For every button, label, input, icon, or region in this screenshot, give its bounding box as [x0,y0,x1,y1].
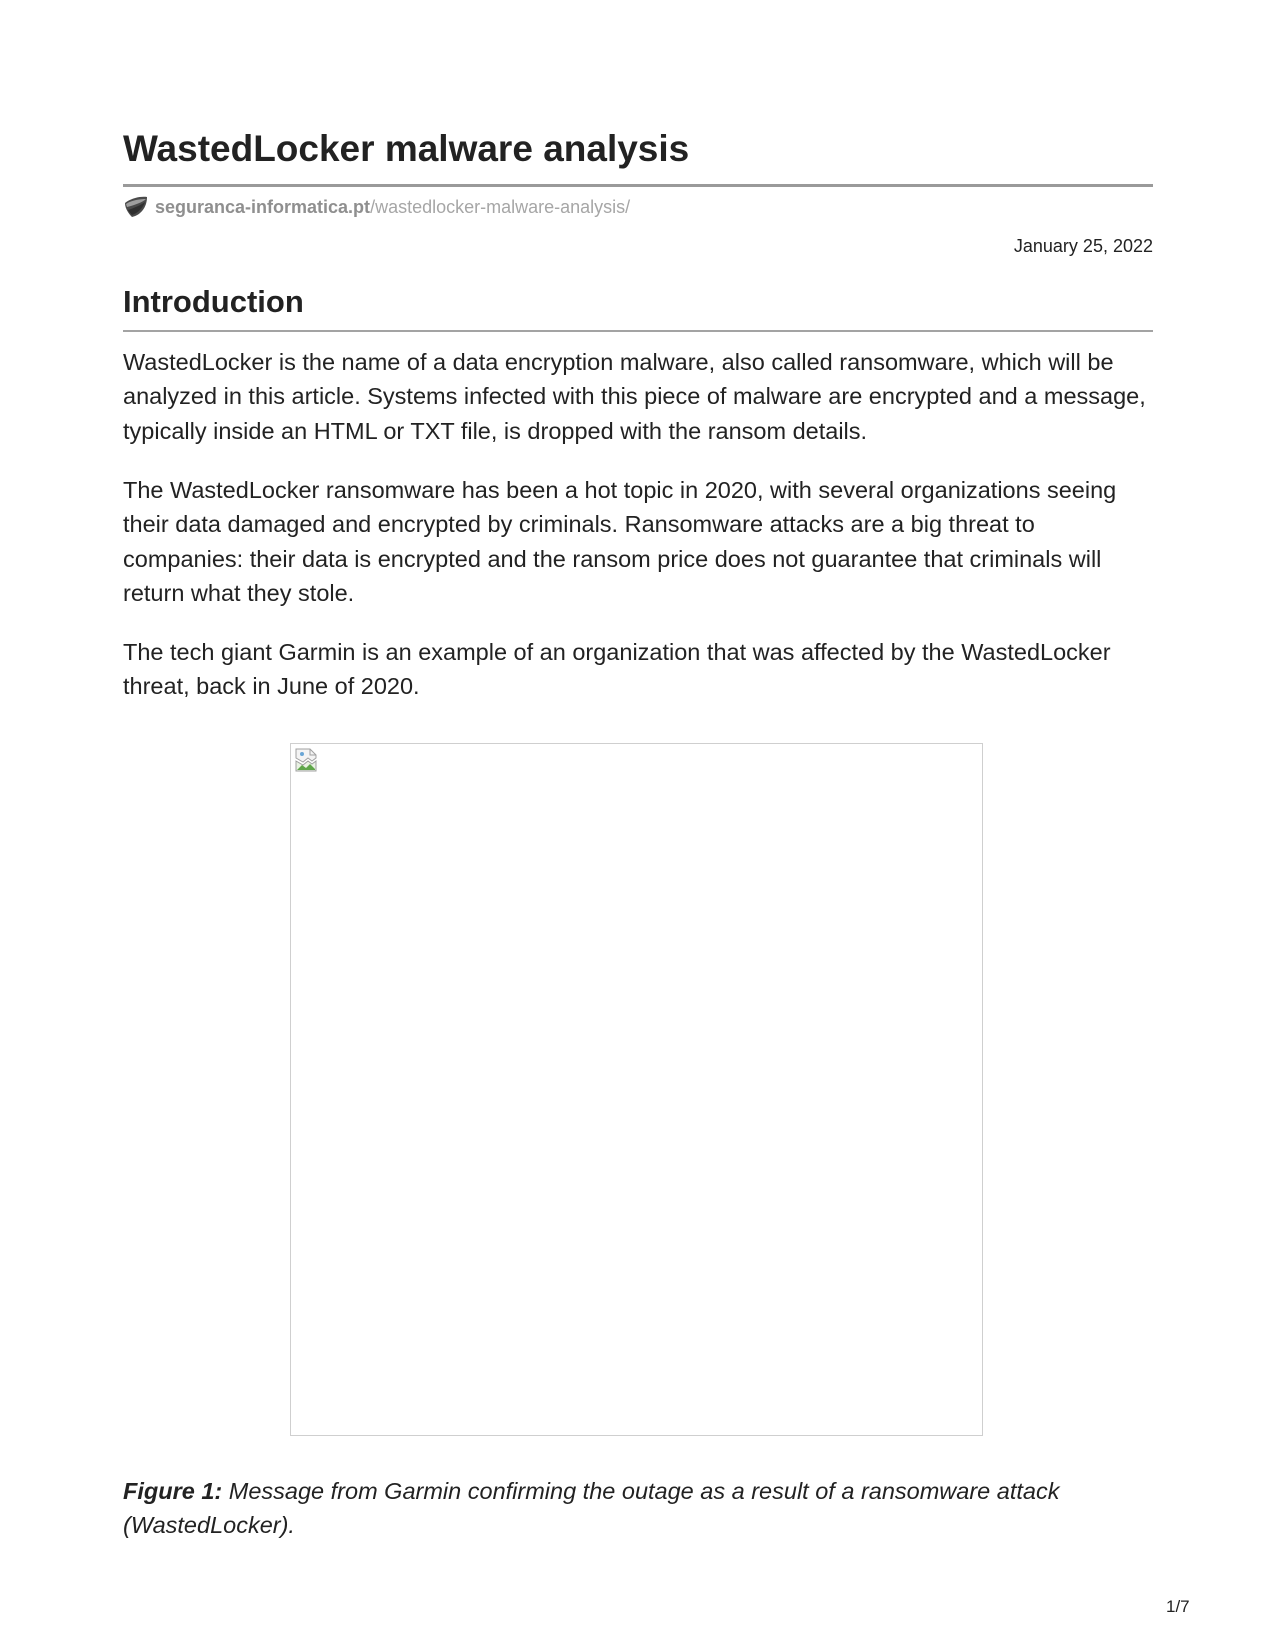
figure-caption [123,1474,1163,1543]
paragraph: The tech giant Garmin is an example of an organization that was affected by the WastedLocker threat, back in June of 2020. [123,639,1111,700]
publish-date: January 25, 2022 [1013,236,1153,256]
figure-image-placeholder [290,743,983,1436]
paragraph: WastedLocker is the name of a data encryption malware, also called ransomware, which will be analyzed in this article. Systems infected with this piece of malware are encrypted and a message, typically inside an HTML or TXT file, is dropped with the ransom details. [123,349,1146,444]
article-title: WastedLocker malware analysis [123,128,690,169]
broken-image-icon [294,747,320,773]
source-path: /wastedlocker-malware-analysis/ [370,196,631,217]
figure-caption-text: Message from Garmin confirming the outage as a result of a ransomware attack (WastedLocker). [123,1478,1060,1539]
source-link[interactable] [123,195,630,219]
section-divider [123,330,1153,332]
section-heading: Introduction [123,284,304,319]
page-number: 1/7 [1166,1597,1190,1616]
source-domain: seguranca-informatica.pt [155,196,371,217]
title-divider [123,184,1153,187]
shield-logo-icon [123,195,149,219]
paragraph: The WastedLocker ransomware has been a hot topic in 2020, with several organizations seeing their data damaged and encrypted by criminals. Ransomware attacks are a big threat to companies: their data is encrypted and the ransom price does not guarantee that criminals will return what they stole. [123,477,1117,606]
figure-caption-label: Figure 1: [123,1478,223,1504]
